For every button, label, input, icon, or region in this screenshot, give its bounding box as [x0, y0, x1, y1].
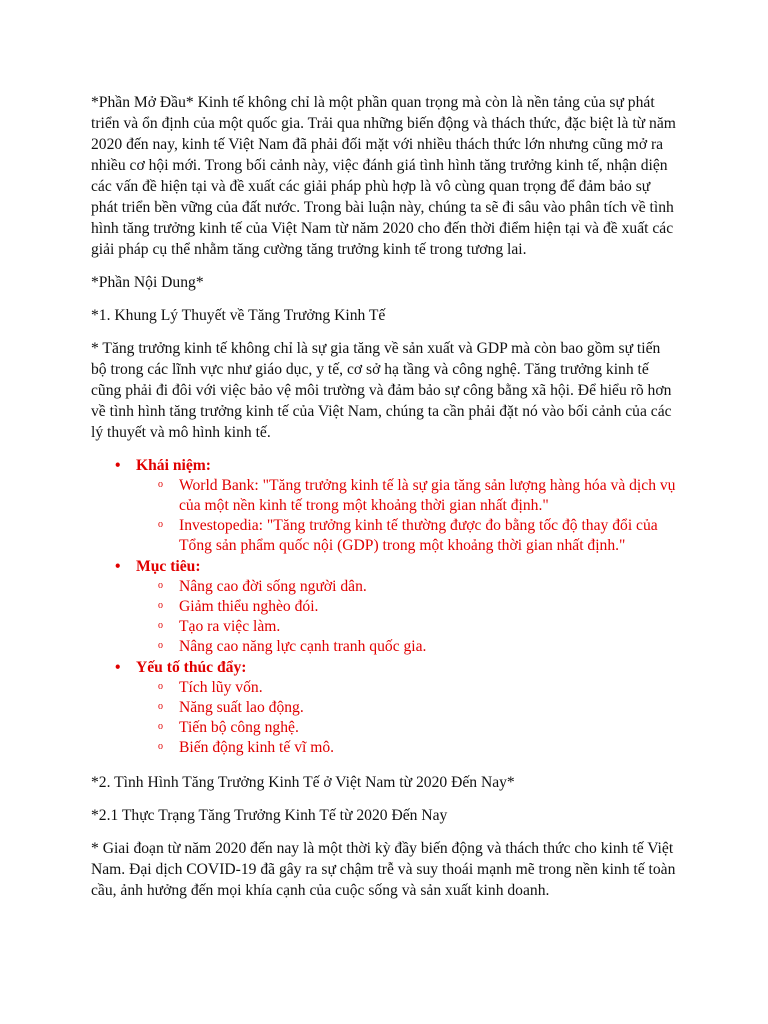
intro-paragraph: *Phần Mở Đầu* Kinh tế không chỉ là một phần quan trọng mà còn là nền tảng của sự phát triển và ổn định của một quốc gia. Trải qua những biến động và thách thức, đặc biệt là từ năm 2020 đến nay, kinh tế Việt Nam đã phải đối mặt với nhiều thách thức lớn nhưng cũng mở ra nhiều cơ hội mới. Trong bối cảnh này, việc đánh giá tình hình tăng trưởng kinh tế, nhận diện các vấn đề hiện tại và đề xuất các giải pháp phù hợp là vô cùng quan trọng để đảm bảo sự phát triển bền vững của đất nước. Trong bài luận này, chúng ta sẽ đi sâu vào phân tích về tình hình tăng trưởng kinh tế của Việt Nam từ năm 2020 cho đến thời điểm hiện tại và đề xuất các giải pháp cụ thể nhằm tăng cường tăng trưởng kinh tế trong tương lai. [91, 94, 676, 258]
list-item: o Biến động kinh tế vĩ mô. [179, 738, 678, 758]
list-item: o Investopedia: "Tăng trưởng kinh tế thường được đo bằng tốc độ thay đổi của Tổng sản phẩm quốc nội (GDP) trong một khoảng thời gian nhất định." [179, 516, 678, 556]
content-heading: *Phần Nội Dung* [91, 274, 204, 291]
goals-sublist [136, 577, 678, 657]
section-1-heading: *1. Khung Lý Thuyết về Tăng Trưởng Kinh Tế [91, 307, 386, 324]
list-item: o Nâng cao năng lực cạnh tranh quốc gia. [179, 637, 678, 657]
list-item: o World Bank: "Tăng trưởng kinh tế là sự gia tăng sản lượng hàng hóa và dịch vụ của một nền kinh tế trong một khoảng thời gian nhất định." [179, 476, 678, 516]
concept-sublist [136, 476, 678, 556]
drivers-sublist [136, 678, 678, 758]
list-item-drivers [136, 657, 678, 758]
section-1-paragraph: * Tăng trưởng kinh tế không chỉ là sự gia tăng về sản xuất và GDP mà còn bao gồm sự tiến bộ trong các lĩnh vực như giáo dục, y tế, cơ sở hạ tầng và công nghệ. Tăng trưởng kinh tế cũng phải đi đôi với việc bảo vệ môi trường và đảm bảo sự công bằng xã hội. Để hiểu rõ hơn về tình hình tăng trưởng kinh tế của Việt Nam, chúng ta cần phải đặt nó vào bối cảnh của các lý thuyết và mô hình kinh tế. [91, 340, 672, 441]
list-item: o Năng suất lao động. [179, 698, 678, 718]
section-2-1-heading: *2.1 Thực Trạng Tăng Trưởng Kinh Tế từ 2020 Đến Nay [91, 807, 448, 824]
list-item: o Tích lũy vốn. [179, 678, 678, 698]
list-label-drivers: Yếu tố thúc đẩy: [136, 659, 247, 676]
list-item: o Tạo ra việc làm. [179, 617, 678, 637]
list-label-concept: Khái niệm: [136, 457, 211, 474]
list-item-concept [136, 455, 678, 556]
list-item: o Nâng cao đời sống người dân. [179, 577, 678, 597]
economic-growth-list [91, 455, 678, 758]
list-item: o Giảm thiểu nghèo đói. [179, 597, 678, 617]
list-item-goals [136, 556, 678, 657]
list-label-goals: Mục tiêu: [136, 558, 201, 575]
section-2-heading: *2. Tình Hình Tăng Trưởng Kinh Tế ở Việt Nam từ 2020 Đến Nay* [91, 774, 515, 791]
section-2-1-paragraph: * Giai đoạn từ năm 2020 đến nay là một thời kỳ đầy biến động và thách thức cho kinh tế Việt Nam. Đại dịch COVID-19 đã gây ra sự chậm trễ và suy thoái mạnh mẽ trong nền kinh tế toàn cầu, ảnh hưởng đến mọi khía cạnh của cuộc sống và sản xuất kinh doanh. [91, 840, 676, 899]
list-item: o Tiến bộ công nghệ. [179, 718, 678, 738]
